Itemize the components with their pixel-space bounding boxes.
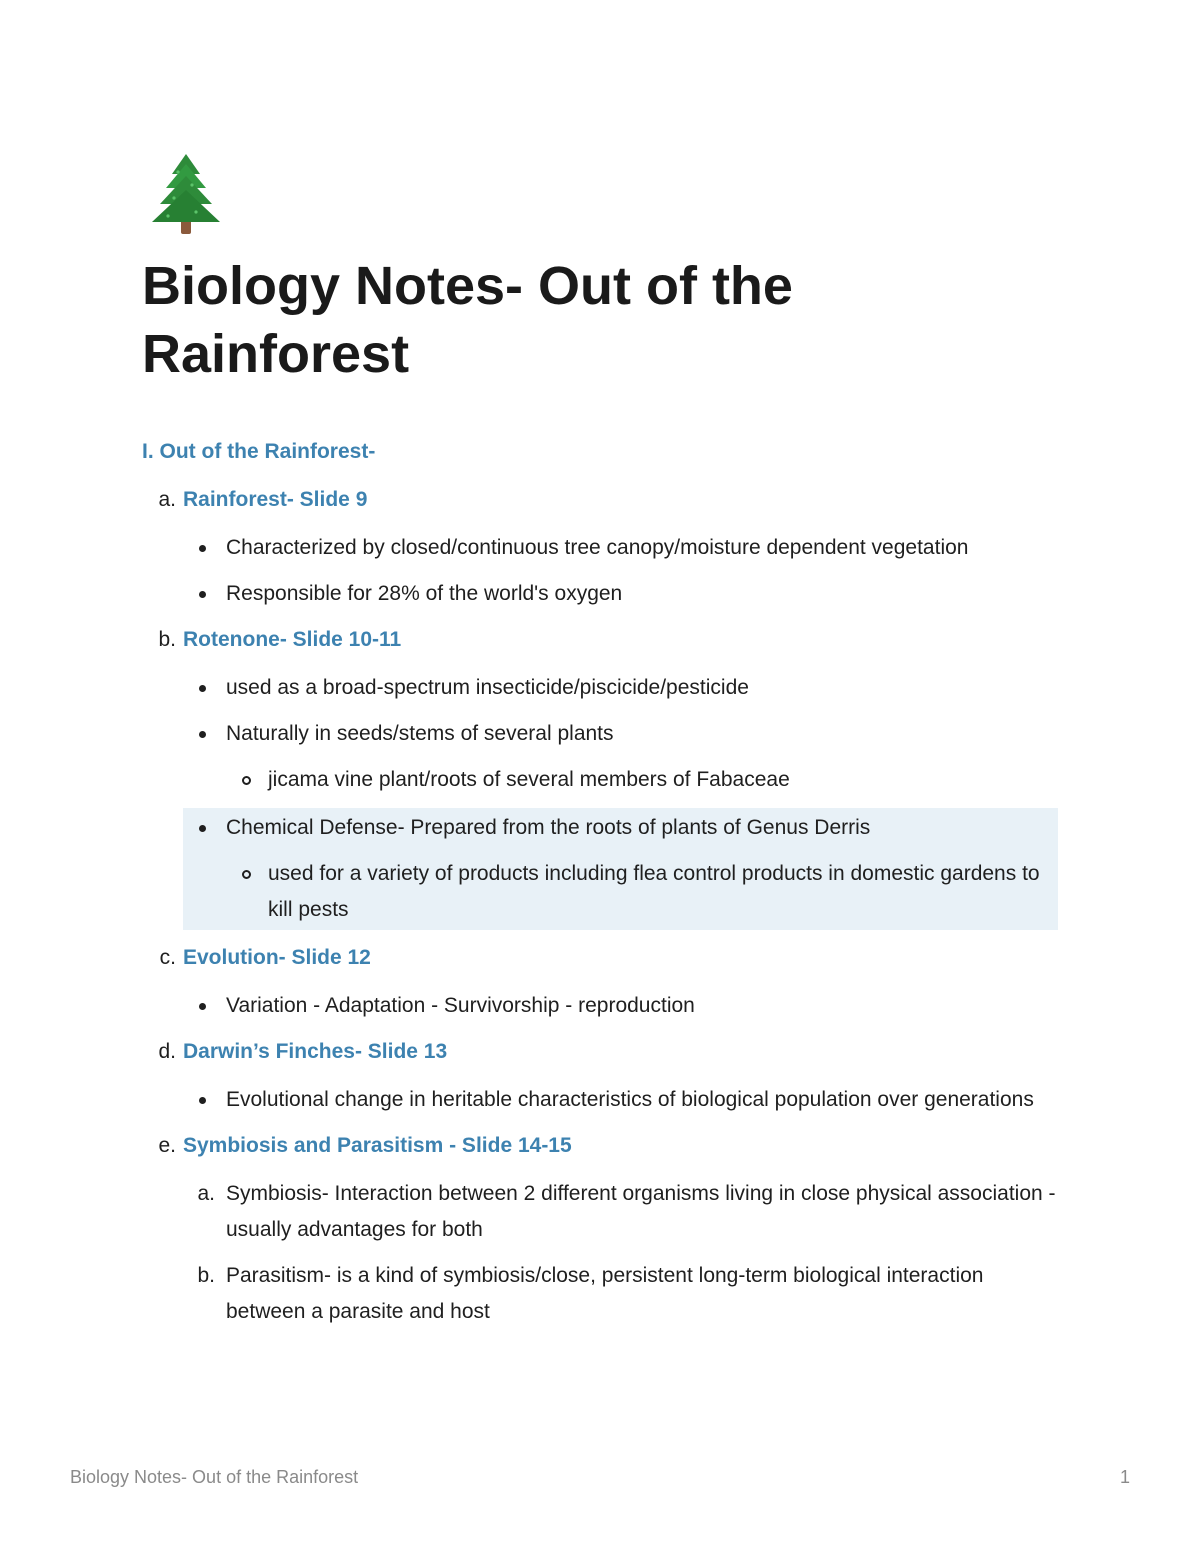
page-number: 1 (1119, 1467, 1130, 1487)
list-item (183, 530, 1062, 566)
list-item (183, 988, 1062, 1024)
footer-title: Biology Notes- Out of the Rainforest (70, 1467, 359, 1487)
sub-bullet-list (226, 856, 1058, 928)
list-item-text: Symbiosis- Interaction between 2 different organisms living in close physical association - usually advantages for both (226, 1182, 1056, 1241)
list-item-text: Naturally in seeds/stems of several plants (226, 722, 614, 745)
topic-heading: Rainforest- Slide 9 (183, 488, 368, 511)
list-marker: a. (158, 488, 176, 511)
list-item-text: Evolutional change in heritable characteristics of biological population over generations (226, 1088, 1034, 1111)
list-item-text: Characterized by closed/continuous tree canopy/moisture dependent vegetation (226, 536, 969, 559)
bullet-icon (199, 685, 206, 692)
bullet-icon (199, 591, 206, 598)
sub-bullet-list (226, 762, 1062, 798)
notes-content (142, 432, 1062, 1330)
list-marker: b. (197, 1264, 215, 1287)
hollow-bullet-icon (242, 870, 251, 879)
topic-list (142, 480, 1062, 1330)
evergreen-tree-icon (148, 152, 224, 236)
list-item-text: used as a broad-spectrum insecticide/piscicide/pesticide (226, 676, 749, 699)
list-marker: d. (158, 1040, 176, 1063)
topic-heading: Evolution- Slide 12 (183, 946, 371, 969)
list-item (183, 1082, 1062, 1118)
topic-heading: Symbiosis and Parasitism - Slide 14-15 (183, 1134, 572, 1157)
list-item (183, 670, 1062, 706)
bullet-list (183, 988, 1062, 1024)
list-item (183, 576, 1062, 612)
topic-darwins-finches (142, 1032, 1062, 1118)
list-item-text: Chemical Defense- Prepared from the roots of plants of Genus Derris (226, 816, 871, 839)
bullet-list (183, 670, 1062, 798)
list-marker: e. (158, 1134, 176, 1157)
page-title: Biology Notes- Out of the Rainforest (142, 256, 793, 384)
list-marker: c. (159, 946, 176, 969)
sub-list-item (226, 856, 1058, 928)
topic-rotenone (142, 620, 1062, 930)
bullet-icon (199, 545, 206, 552)
bullet-icon (199, 1097, 206, 1104)
list-item (183, 1258, 1062, 1330)
sub-list-item-text: jicama vine plant/roots of several members of Fabaceae (268, 768, 790, 791)
list-item (183, 810, 1058, 928)
bullet-list (183, 1082, 1062, 1118)
section-heading: I. Out of the Rainforest- (142, 440, 376, 463)
list-marker: a. (197, 1182, 215, 1205)
sub-list-item-text: used for a variety of products including flea control products in domestic gardens to kill pests (268, 862, 1040, 921)
topic-symbiosis-parasitism (142, 1126, 1062, 1330)
topic-heading: Darwin’s Finches- Slide 13 (183, 1040, 448, 1063)
sub-list-item (226, 762, 1062, 798)
list-marker: b. (158, 628, 176, 651)
list-item (183, 716, 1062, 798)
highlighted-block (183, 808, 1058, 930)
topic-heading: Rotenone- Slide 10-11 (183, 628, 402, 651)
list-item (183, 1176, 1062, 1248)
topic-rainforest (142, 480, 1062, 612)
bullet-icon (199, 1003, 206, 1010)
list-item-text: Parasitism- is a kind of symbiosis/close, persistent long-term biological interaction between a parasite and host (226, 1264, 984, 1323)
bullet-icon (199, 731, 206, 738)
hollow-bullet-icon (242, 776, 251, 785)
bullet-icon (199, 825, 206, 832)
topic-evolution (142, 938, 1062, 1024)
bullet-list (183, 530, 1062, 612)
list-item-text: Variation - Adaptation - Survivorship - reproduction (226, 994, 695, 1017)
list-item-text: Responsible for 28% of the world's oxygen (226, 582, 623, 605)
sub-topic-list (183, 1176, 1062, 1330)
